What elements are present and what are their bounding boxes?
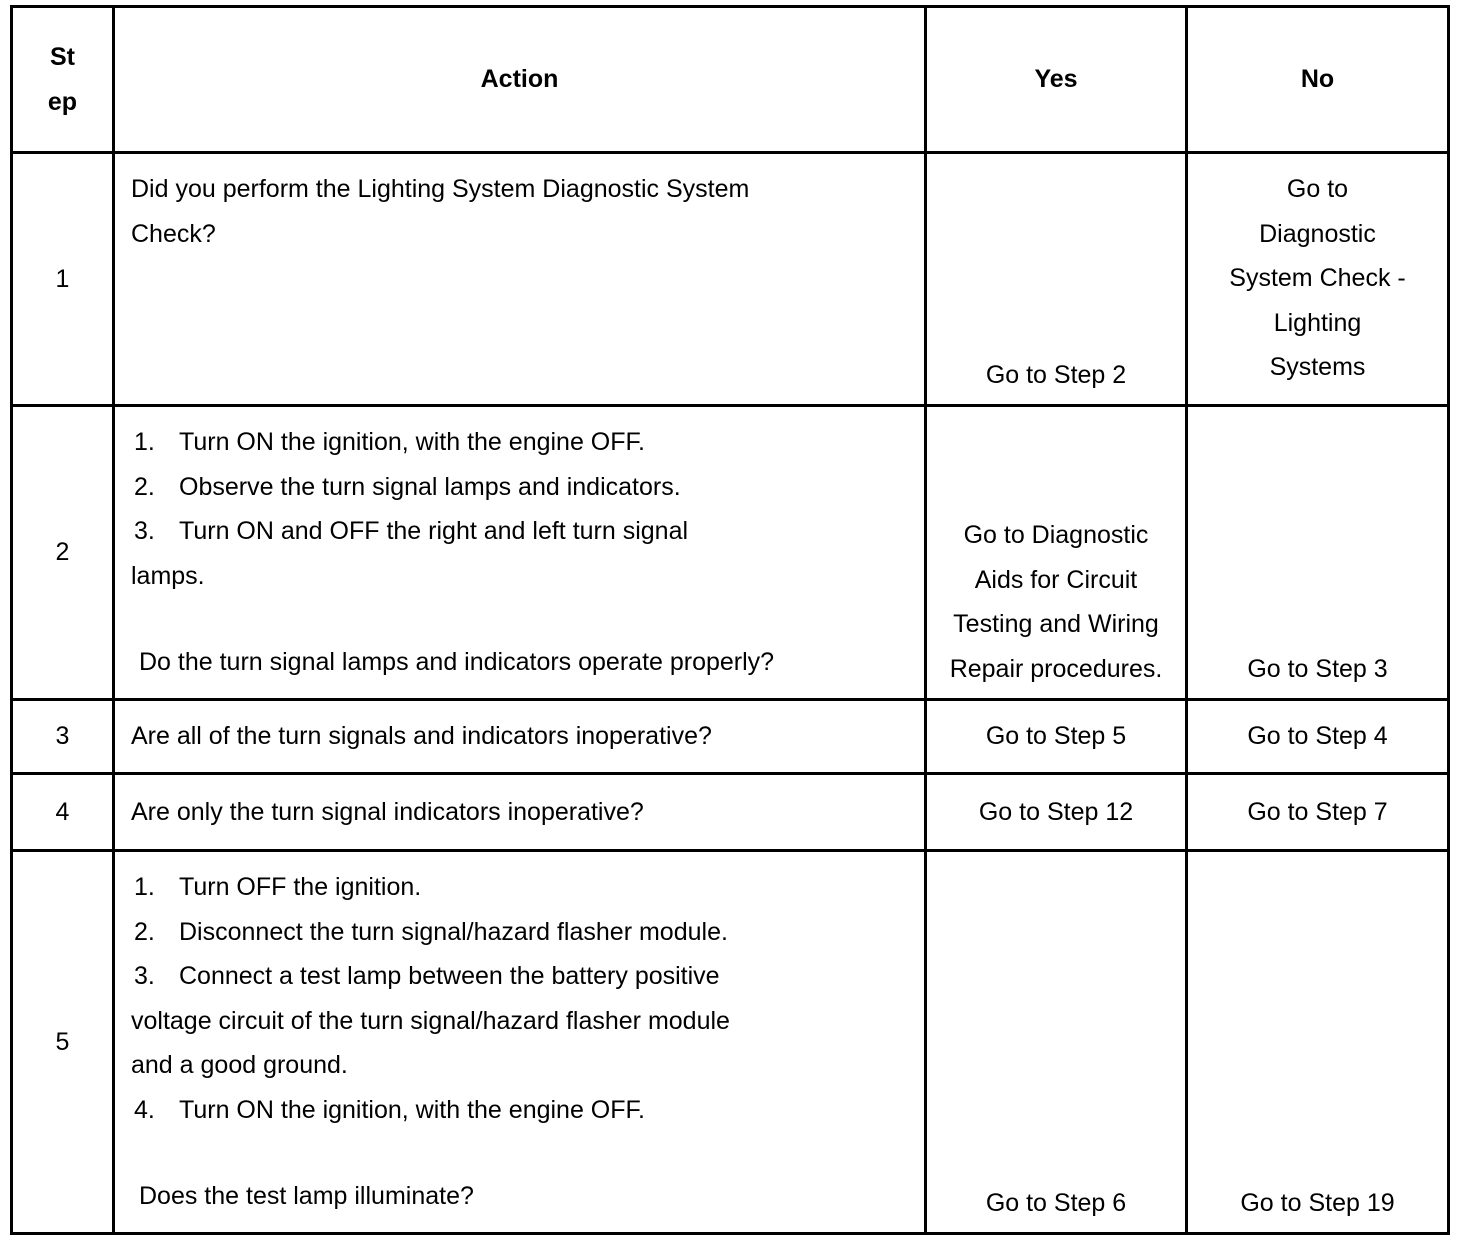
action-step <box>131 865 904 910</box>
action-step-text: Observe the turn signal lamps and indicators. <box>179 472 681 501</box>
no-cell <box>1187 153 1449 406</box>
yes-line: Testing and Wiring <box>953 610 1159 638</box>
action-cell <box>114 153 926 406</box>
action-step <box>131 954 904 999</box>
action-cell <box>114 406 926 700</box>
action-step-number: 1. <box>134 428 155 456</box>
header-action: Action <box>114 7 926 153</box>
action-step <box>131 1088 904 1133</box>
action-step-number: 2. <box>134 917 155 946</box>
action-steps-list <box>131 1088 904 1133</box>
yes-cell: Go to Step 2 <box>926 153 1187 406</box>
header-yes: Yes <box>926 7 1187 153</box>
action-step-text: Turn ON the ignition, with the engine OFF. <box>179 1095 645 1124</box>
action-step-number: 1. <box>134 873 155 901</box>
header-no: No <box>1187 7 1449 153</box>
action-step-continuation: and a good ground. <box>131 1051 348 1079</box>
step-number: 3 <box>12 700 114 774</box>
yes-line: Aids for Circuit <box>974 565 1138 594</box>
no-cell: Go to Step 4 <box>1187 700 1449 774</box>
action-text: Did you perform the Lighting System Diagnostic System <box>131 175 750 203</box>
table-row <box>12 774 1449 851</box>
header-step <box>12 7 114 153</box>
action-step-text: Connect a test lamp between the battery positive <box>179 962 720 990</box>
action-question: Do the turn signal lamps and indicators operate properly? <box>139 648 775 676</box>
yes-cell: Go to Step 6 <box>926 851 1187 1234</box>
no-cell: Go to Step 7 <box>1187 774 1449 851</box>
no-line: System Check - <box>1229 264 1406 292</box>
yes-line: Repair procedures. <box>949 654 1163 683</box>
action-text: Check? <box>131 219 216 248</box>
action-step-text: Turn ON the ignition, with the engine OFF. <box>179 428 645 456</box>
table-row <box>12 700 1449 774</box>
header-step-line1: St <box>50 43 75 71</box>
step-number: 5 <box>12 851 114 1234</box>
yes-cell: Go to Step 5 <box>926 700 1187 774</box>
action-question: Does the test lamp illuminate? <box>139 1182 474 1210</box>
action-step-number: 3. <box>134 517 155 545</box>
diagnostic-table <box>10 5 1450 1235</box>
action-step-continuation: voltage circuit of the turn signal/hazard flasher module <box>131 1006 730 1035</box>
action-step <box>131 465 904 510</box>
table-row <box>12 153 1449 406</box>
no-line: Go to <box>1286 175 1349 203</box>
no-cell: Go to Step 19 <box>1187 851 1449 1234</box>
step-number: 2 <box>12 406 114 700</box>
action-steps-list <box>131 865 904 999</box>
table-row <box>12 851 1449 1234</box>
action-steps-list <box>131 420 904 554</box>
spacer <box>131 598 904 640</box>
action-step-text: Turn OFF the ignition. <box>179 873 422 901</box>
yes-line: Go to Diagnostic <box>963 521 1149 549</box>
action-step-number: 4. <box>134 1095 155 1124</box>
action-cell: Are only the turn signal indicators inoperative? <box>114 774 926 851</box>
no-line: Diagnostic <box>1259 219 1376 248</box>
table-row <box>12 406 1449 700</box>
yes-cell: Go to Step 12 <box>926 774 1187 851</box>
action-step-continuation: lamps. <box>131 561 205 590</box>
header-step-line2: ep <box>47 87 78 116</box>
action-cell <box>114 851 926 1234</box>
yes-cell <box>926 406 1187 700</box>
action-step-number: 3. <box>134 962 155 990</box>
action-cell: Are all of the turn signals and indicators inoperative? <box>114 700 926 774</box>
no-cell: Go to Step 3 <box>1187 406 1449 700</box>
step-number: 1 <box>12 153 114 406</box>
no-line: Lighting <box>1273 308 1362 337</box>
action-step-number: 2. <box>134 472 155 501</box>
no-line: Systems <box>1269 353 1366 381</box>
action-step <box>131 420 904 465</box>
action-step-text: Disconnect the turn signal/hazard flasher module. <box>179 917 728 946</box>
action-step-text: Turn ON and OFF the right and left turn signal <box>179 517 689 545</box>
action-step <box>131 509 904 554</box>
header-row <box>12 7 1449 153</box>
action-step <box>131 910 904 955</box>
step-number: 4 <box>12 774 114 851</box>
spacer <box>131 1132 904 1174</box>
